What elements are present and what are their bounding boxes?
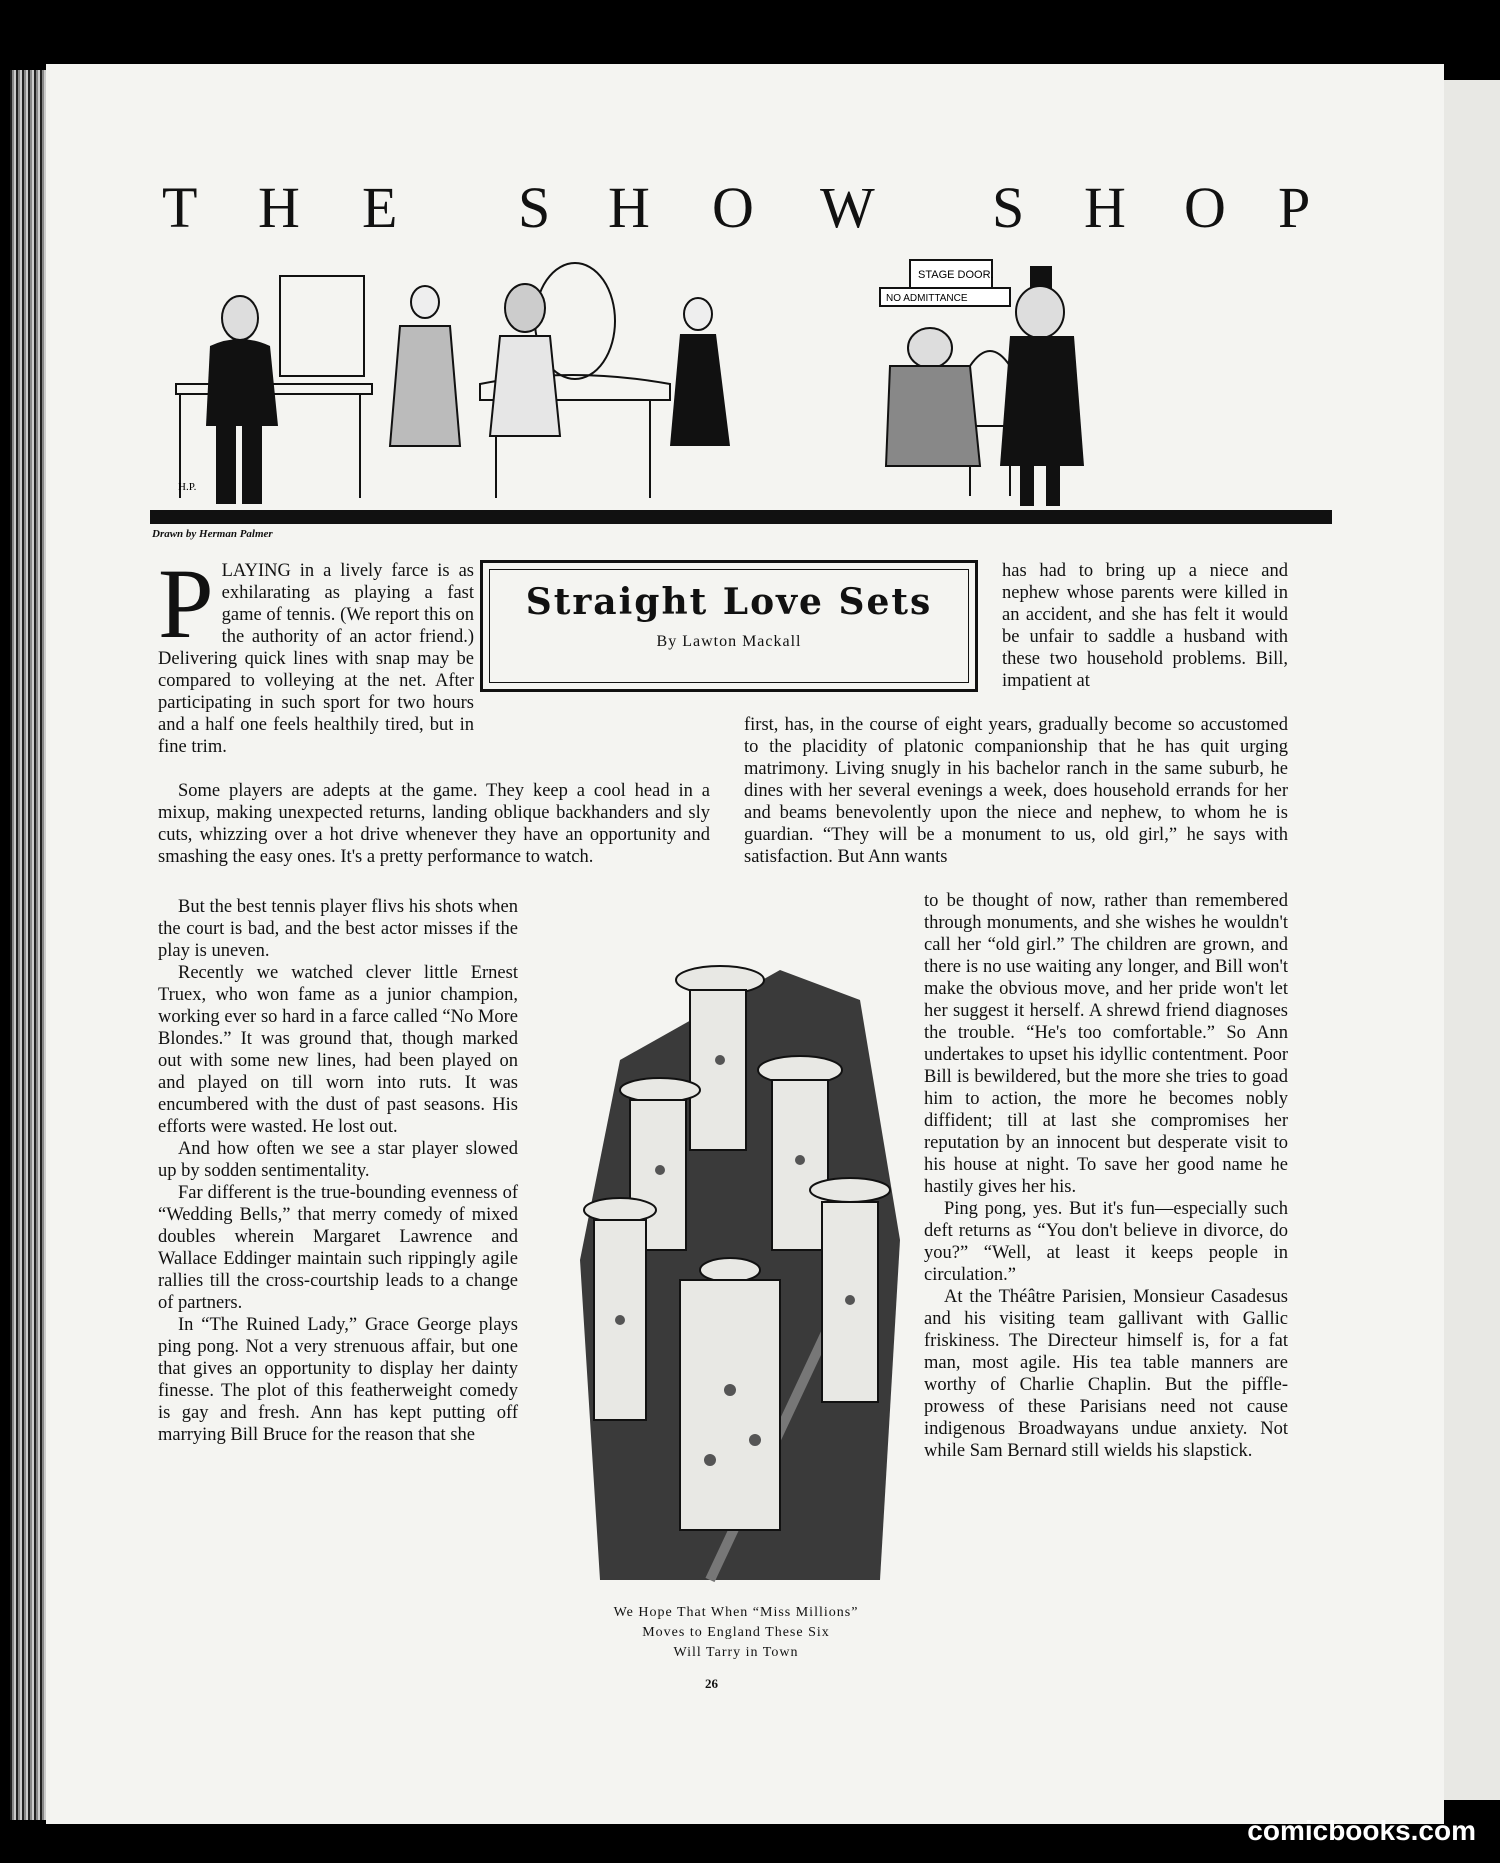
- paragraph-ping-pong: Ping pong, yes. But it's fun—especially such deft returns as “You don't believe in divorce, do you?” “Well, at least it keeps people in circulation.”: [924, 1199, 1288, 1285]
- title-letter: H: [258, 175, 300, 240]
- illustration-credit: Drawn by Herman Palmer: [152, 528, 273, 540]
- title-letter: O: [1184, 175, 1226, 240]
- title-letter: W: [820, 175, 875, 240]
- caption-line: We Hope That When “Miss Millions”: [613, 1605, 859, 1620]
- paragraph-sentiment: And how often we see a star player slowed up by sodden sentimentality.: [158, 1139, 518, 1181]
- caption-line: Moves to England These Six: [642, 1625, 830, 1640]
- paragraph: [158, 780, 710, 868]
- right-column: [924, 890, 1288, 1462]
- title-letter: H: [608, 175, 650, 240]
- title-letter: O: [712, 175, 754, 240]
- paragraph-niece: has had to bring up a niece and nephew whose parents were killed in an accident, and she has felt it would be unfair to saddle a husband with these two household problems. Bill, impatient at: [1002, 561, 1288, 691]
- title-letter: T: [162, 175, 198, 240]
- title-letter: E: [362, 175, 398, 240]
- intro-text: LAYING in a lively farce is as exhilarating as playing a fast game of tennis. (We report this on the authority of an actor friend.) Delivering quick lines with snap may be compared to volleying at the net. After participating in such sport for two hours and a half one feels healthily tired, but in fine trim.: [158, 561, 474, 757]
- paragraph-tennis: But the best tennis player flivs his shots when the court is bad, and the best actor misses if the play is uneven.: [158, 897, 518, 961]
- paragraph-parisien: At the Théâtre Parisien, Monsieur Casadesus and his visiting team gallivant with Gallic friskiness. The Directeur himself is, for a fat man, most agile. His tea table manners are worthy of Charlie Chaplin. But the piffle-prowess of these Parisians need not cause indigenous Broadwayans undue anxiety. Not while Sam Bernard still wields his slapstick.: [924, 1287, 1288, 1461]
- paragraph-bill: first, has, in the course of eight years, gradually become so accustomed to the placidity of platonic companionship that he has quit urging matrimony. Living snugly in his bachelor ranch in the same suburb, he dines with her several evenings a week, does household errands for her and beams benevolently upon the niece and nephew, to whom he is guardian. “They will be a monument to us, old girl,” he says with satisfaction. But Ann wants: [744, 715, 1288, 867]
- title-letter: H: [1084, 175, 1126, 240]
- paragraph-truex: Recently we watched clever little Ernest Truex, who won fame as a junior champion, working ever so hard in a farce called “No More Blondes.” It was ground that, though marked out with some new lines, had been played on and played on till worn into ruts. It was encumbered with the dust of past seasons. His efforts were wasted. He lost out.: [158, 963, 518, 1137]
- artist-initials: H.P.: [178, 481, 197, 493]
- book-spine: [10, 70, 46, 1820]
- photo-caption: [536, 1603, 936, 1663]
- title-letter: S: [992, 175, 1025, 240]
- title-letter: P: [1278, 175, 1311, 240]
- title-letter: S: [518, 175, 551, 240]
- middle-wide-column: [744, 714, 1288, 868]
- sign-stage-door: STAGE DOOR.: [918, 269, 994, 281]
- title-box-inner-rule: [489, 569, 969, 683]
- article-title-box: [480, 560, 978, 692]
- drop-cap: P: [158, 548, 214, 659]
- intro-paragraph: [158, 548, 474, 758]
- facing-page-edge: [1444, 80, 1500, 1800]
- left-column: [158, 896, 518, 1446]
- paragraph-wedding-bells: Far different is the true-bounding evenness of “Wedding Bells,” that merry comedy of mixed doubles wherein Margaret Lawrence and Wallace Eddinger maintain such rippingly agile rallies till the cross-courtship leads to a change of partners.: [158, 1183, 518, 1313]
- chorus-girls-photo: [560, 940, 920, 1600]
- article-byline: By Lawton Mackall: [656, 633, 802, 650]
- caption-line: Will Tarry in Town: [673, 1645, 799, 1660]
- article-title: Straight Love Sets: [525, 581, 933, 623]
- sign-no-admittance: NO ADMITTANCE: [886, 293, 968, 304]
- right-top-column: [1002, 560, 1288, 692]
- paragraph-ruined-lady: In “The Ruined Lady,” Grace George plays ping pong. Not a very strenuous affair, but one that gives an opportunity to display her dainty finesse. The plot of this featherweight comedy is gay and fresh. Ann has kept putting off marrying Bill Bruce for the reason that she: [158, 1315, 518, 1445]
- page-number: 26: [705, 1676, 718, 1691]
- backstage-illustration: [150, 236, 1332, 526]
- paragraph-players: Some players are adepts at the game. They keep a cool head in a mixup, making unexpected returns, landing oblique backhanders and sly cuts, whizzing over a hot drive whenever they have an opportunity and smashing the easy ones. It's a pretty performance to watch.: [158, 781, 710, 867]
- page-title: [112, 170, 1332, 246]
- paragraph-ann: to be thought of now, rather than remembered through monuments, and she wishes he wouldn't call her “old girl.” The children are grown, and there is no use waiting any longer, and Bill won't make the obvious move, and her pride won't let her suggest it herself. A shrewd friend diagnoses the trouble. “He's too comfortable.” So Ann undertakes to upset his idyllic contentment. Poor Bill is bewildered, but the more she tries to goad him to action, the more he becomes nobly diffident; till at last she compromises her reputation by an innocent but desperate visit to his house at night. To save her good name he hastily gives her his.: [924, 891, 1288, 1197]
- site-watermark: comicbooks.com: [1247, 1815, 1476, 1846]
